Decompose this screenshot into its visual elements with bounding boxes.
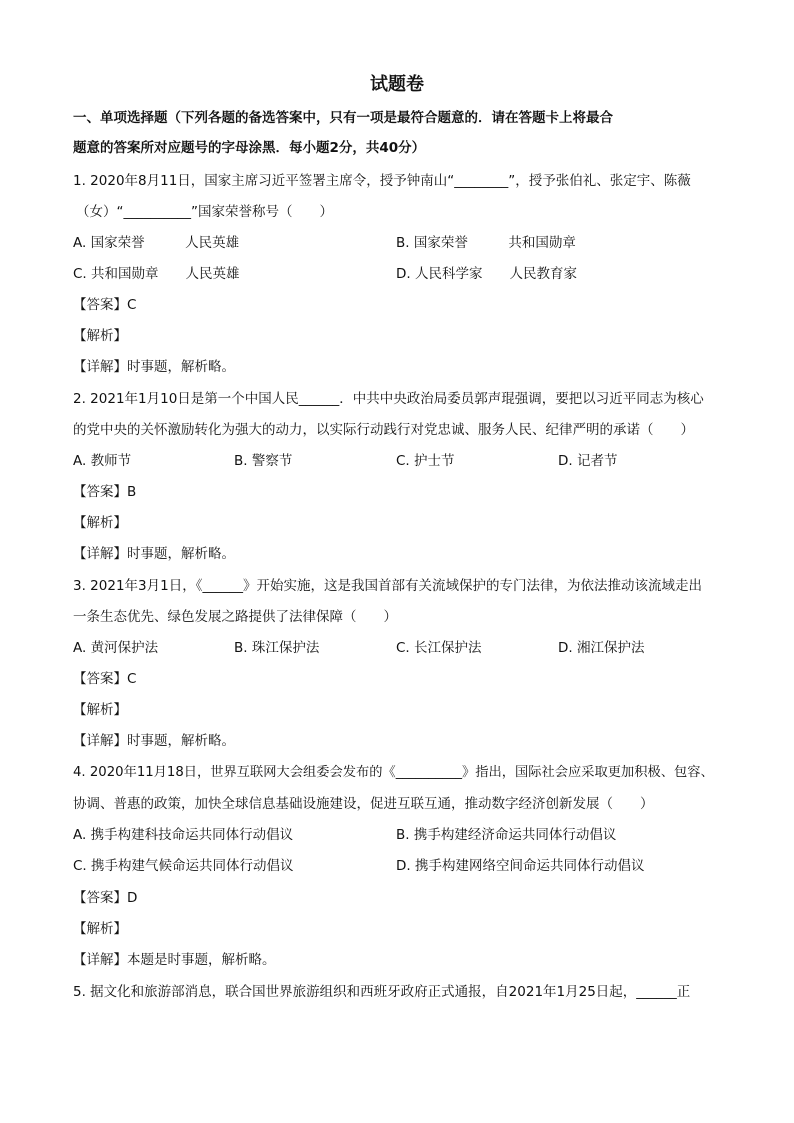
q2-option-b: B. 警察节 [234, 453, 293, 469]
q4-stem-line1: 4. 2020年11月18日，世界互联网大会组委会发布的《__________》指出，国际社会应采取更加积极、包容、 [73, 765, 714, 780]
q2-detail: 【详解】时事题，解析略。 [73, 546, 235, 562]
q4-option-b: B. 携手构建经济命运共同体行动倡议 [396, 827, 617, 843]
q4-stem-line2: 协调、普惠的政策，加快全球信息基础设施建设，促进互联互通，推动数字经济创新发展（ ） [73, 796, 654, 812]
q3-stem-line1: 3. 2021年3月1日，《______》开始实施，这是我国首部有关流域保护的专门法律，为依法推动该流域走出 [73, 578, 702, 594]
q1-option-d: D. 人民科学家 人民教育家 [396, 266, 577, 282]
q1-answer: 【答案】C [73, 297, 137, 313]
q3-option-d: D. 湘江保护法 [558, 640, 645, 656]
q3-option-a: A. 黄河保护法 [73, 640, 159, 656]
q5-stem-line1: 5. 据文化和旅游部消息，联合国世界旅游组织和西班牙政府正式通报，自2021年1月25日起，______正 [73, 984, 691, 1000]
q4-option-a: A. 携手构建科技命运共同体行动倡议 [73, 827, 294, 843]
q4-detail: 【详解】本题是时事题，解析略。 [73, 952, 276, 968]
q4-analysis-label: 【解析】 [73, 921, 127, 937]
q4-answer: 【答案】D [73, 890, 138, 906]
q3-analysis-label: 【解析】 [73, 702, 127, 718]
q2-analysis-label: 【解析】 [73, 515, 127, 531]
section-heading-line2: 题意的答案所对应题号的字母涂黑．每小题2分，共40分） [73, 140, 426, 156]
q3-stem-line2: 一条生态优先、绿色发展之路提供了法律保障（ ） [73, 609, 397, 625]
q2-stem-line2: 的党中央的关怀激励转化为强大的动力，以实际行动践行对党忠诚、服务人民、纪律严明的承诺（ ） [73, 422, 694, 438]
q3-detail: 【详解】时事题，解析略。 [73, 733, 235, 749]
q3-answer: 【答案】C [73, 671, 137, 687]
q4-option-c: C. 携手构建气候命运共同体行动倡议 [73, 858, 294, 874]
q2-option-c: C. 护士节 [396, 453, 455, 469]
q3-option-b: B. 珠江保护法 [234, 640, 320, 656]
q1-analysis-label: 【解析】 [73, 328, 127, 344]
section-heading-line1: 一、单项选择题（下列各题的备选答案中，只有一项是最符合题意的．请在答题卡上将最合 [73, 110, 613, 126]
q1-stem-line2: （女）“__________”国家荣誉称号（ ） [76, 204, 333, 220]
q2-answer: 【答案】B [73, 484, 137, 500]
q3-option-c: C. 长江保护法 [396, 640, 482, 656]
q4-option-d: D. 携手构建网络空间命运共同体行动倡议 [396, 858, 645, 874]
q1-detail: 【详解】时事题，解析略。 [73, 359, 235, 375]
q1-stem-line1: 1. 2020年8月11日，国家主席习近平签署主席令，授予钟南山“________”，授予张伯礼、张定宇、陈薇 [73, 173, 691, 189]
q2-stem-line1: 2. 2021年1月10日是第一个中国人民______．中共中央政治局委员郭声琨强调，要把以习近平同志为核心 [73, 391, 704, 407]
q1-option-a: A. 国家荣誉 人民英雄 [73, 235, 240, 251]
q1-option-b: B. 国家荣誉 共和国勋章 [396, 235, 576, 251]
q2-option-d: D. 记者节 [558, 453, 618, 469]
q1-option-c: C. 共和国勋章 人民英雄 [73, 266, 240, 282]
page-title: 试题卷 [370, 74, 424, 95]
q2-option-a: A. 教师节 [73, 453, 132, 469]
